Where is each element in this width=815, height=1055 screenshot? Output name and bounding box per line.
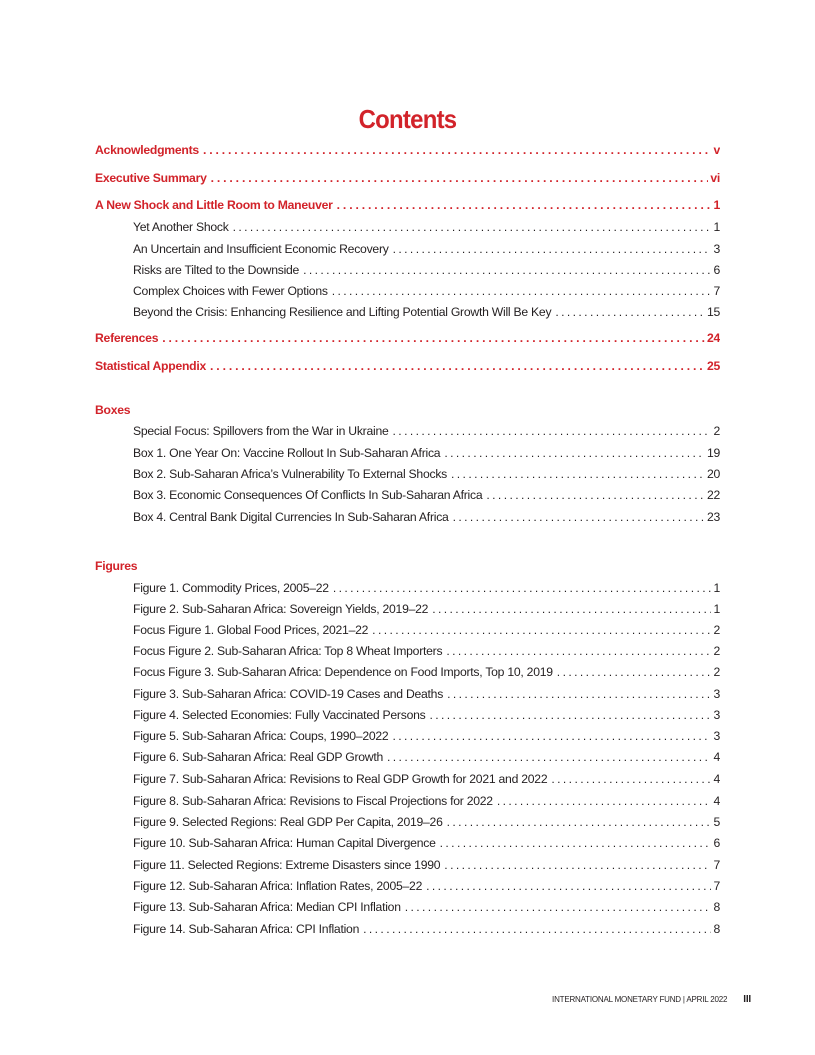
- figure-entry[interactable]: [133, 644, 720, 660]
- toc-entry-label: Focus Figure 1. Global Food Prices, 2021–22: [133, 623, 369, 637]
- dot-leader: [303, 263, 711, 277]
- toc-entry-label: Beyond the Crisis: Enhancing Resilience and Lifting Potential Growth Will Be Key: [133, 305, 552, 319]
- figures-heading: Figures: [95, 559, 138, 573]
- toc-entry-page: 19: [706, 446, 720, 460]
- toc-entry-label: Figure 4. Selected Economies: Fully Vaccinated Persons: [133, 708, 426, 722]
- toc-entry-page: 7: [713, 879, 720, 893]
- page-footer: [552, 994, 751, 1005]
- toc-entry-page: 1: [713, 220, 720, 234]
- toc-entry-page: 20: [706, 467, 720, 481]
- toc-subentry[interactable]: [133, 242, 720, 258]
- dot-leader: [337, 198, 712, 212]
- box-entry[interactable]: [133, 424, 720, 440]
- figure-entry[interactable]: [133, 815, 720, 831]
- figure-entry[interactable]: [133, 708, 720, 724]
- toc-entry-label: Figure 12. Sub-Saharan Africa: Inflation Rates, 2005–22: [133, 879, 423, 893]
- dot-leader: [363, 922, 711, 936]
- dot-leader: [451, 467, 705, 481]
- figure-entry[interactable]: [133, 922, 720, 938]
- figure-entry[interactable]: [133, 794, 720, 810]
- toc-entry-page: 23: [706, 510, 720, 524]
- toc-entry-label: References: [95, 331, 159, 345]
- toc-entry-page: 25: [706, 359, 720, 373]
- dot-leader: [447, 687, 711, 701]
- toc-entry-label: Figure 6. Sub-Saharan Africa: Real GDP Growth: [133, 750, 384, 764]
- dot-leader: [162, 331, 705, 345]
- toc-entry-label: Statistical Appendix: [95, 359, 207, 373]
- toc-entry-page: 4: [713, 772, 720, 786]
- toc-entry-page: 6: [713, 836, 720, 850]
- toc-entry-new-shock[interactable]: [95, 198, 720, 214]
- toc-entry-label: Figure 9. Selected Regions: Real GDP Per Capita, 2019–26: [133, 815, 443, 829]
- dot-leader: [333, 581, 712, 595]
- toc-entry-label: Figure 10. Sub-Saharan Africa: Human Capital Divergence: [133, 836, 436, 850]
- box-entry[interactable]: [133, 510, 720, 526]
- toc-entry-page: 1: [713, 198, 720, 212]
- figure-entry[interactable]: [133, 836, 720, 852]
- dot-leader: [432, 602, 711, 616]
- figure-entry[interactable]: [133, 581, 720, 597]
- figure-entry[interactable]: [133, 665, 720, 681]
- toc-entry-page: 4: [713, 794, 720, 808]
- dot-leader: [332, 284, 712, 298]
- toc-entry-page: 3: [713, 729, 720, 743]
- toc-entry-page: 1: [713, 581, 720, 595]
- dot-leader: [203, 143, 712, 157]
- toc-entry-label: Focus Figure 2. Sub-Saharan Africa: Top 8 Wheat Importers: [133, 644, 443, 658]
- dot-leader: [446, 644, 711, 658]
- toc-entry-label: Figure 2. Sub-Saharan Africa: Sovereign Yields, 2019–22: [133, 602, 429, 616]
- toc-entry-page: 2: [713, 623, 720, 637]
- dot-leader: [392, 729, 711, 743]
- page-title: Contents: [358, 104, 457, 134]
- toc-entry-label: Figure 1. Commodity Prices, 2005–22: [133, 581, 329, 595]
- toc-entry-label: Special Focus: Spillovers from the War in Ukraine: [133, 424, 389, 438]
- dot-leader: [440, 836, 712, 850]
- toc-entry-page: 2: [713, 644, 720, 658]
- toc-entry-label: Figure 8. Sub-Saharan Africa: Revisions to Fiscal Projections for 2022: [133, 794, 493, 808]
- toc-entry-references[interactable]: [95, 331, 720, 347]
- toc-entry-page: v: [713, 143, 720, 157]
- toc-subentry[interactable]: [133, 263, 720, 279]
- toc-subentry[interactable]: [133, 305, 720, 321]
- toc-entry-page: 3: [713, 242, 720, 256]
- toc-subentry[interactable]: [133, 284, 720, 300]
- dot-leader: [429, 708, 711, 722]
- dot-leader: [372, 623, 711, 637]
- toc-entry-label: Acknowledgments: [95, 143, 199, 157]
- toc-entry-label: Focus Figure 3. Sub-Saharan Africa: Dependence on Food Imports, Top 10, 2019: [133, 665, 553, 679]
- toc-entry-label: Figure 5. Sub-Saharan Africa: Coups, 1990–2022: [133, 729, 389, 743]
- toc-entry-label: Figure 7. Sub-Saharan Africa: Revisions to Real GDP Growth for 2021 and 2022: [133, 772, 548, 786]
- toc-entry-page: vi: [710, 171, 720, 185]
- dot-leader: [551, 772, 711, 786]
- box-entry[interactable]: [133, 467, 720, 483]
- toc-entry-page: 3: [713, 687, 720, 701]
- toc-entry-label: Box 1. One Year On: Vaccine Rollout In Sub-Saharan Africa: [133, 446, 441, 460]
- dot-leader: [211, 171, 709, 185]
- toc-entry-label: An Uncertain and Insufficient Economic Recovery: [133, 242, 389, 256]
- toc-entry-page: 8: [713, 922, 720, 936]
- dot-leader: [497, 794, 712, 808]
- dot-leader: [387, 750, 711, 764]
- toc-entry-statistical-appendix[interactable]: [95, 359, 720, 375]
- toc-entry-executive-summary[interactable]: [95, 171, 720, 187]
- figure-entry[interactable]: [133, 879, 720, 895]
- footer-page-number: III: [743, 994, 751, 1005]
- toc-entry-page: 8: [713, 900, 720, 914]
- dot-leader: [210, 359, 705, 373]
- toc-entry-page: 6: [713, 263, 720, 277]
- dot-leader: [393, 424, 712, 438]
- figure-entry[interactable]: [133, 772, 720, 788]
- footer-text: INTERNATIONAL MONETARY FUND | APRIL 2022: [552, 995, 728, 1004]
- toc-subentry[interactable]: [133, 220, 720, 236]
- toc-entry-page: 24: [706, 331, 720, 345]
- toc-entry-page: 15: [706, 305, 720, 319]
- figure-entry[interactable]: [133, 858, 720, 874]
- dot-leader: [444, 446, 705, 460]
- toc-entry-label: Executive Summary: [95, 171, 207, 185]
- toc-entry-page: 5: [713, 815, 720, 829]
- dot-leader: [405, 900, 712, 914]
- dot-leader: [233, 220, 712, 234]
- dot-leader: [486, 488, 705, 502]
- box-entry[interactable]: [133, 488, 720, 504]
- toc-entry-label: Figure 14. Sub-Saharan Africa: CPI Inflation: [133, 922, 360, 936]
- toc-entry-page: 22: [706, 488, 720, 502]
- toc-entry-page: 2: [713, 424, 720, 438]
- dot-leader: [447, 815, 712, 829]
- dot-leader: [557, 665, 712, 679]
- dot-leader: [393, 242, 712, 256]
- figure-entry[interactable]: [133, 687, 720, 703]
- figure-entry[interactable]: [133, 750, 720, 766]
- dot-leader: [453, 510, 705, 524]
- toc-entry-label: Box 2. Sub-Saharan Africa’s Vulnerability To External Shocks: [133, 467, 448, 481]
- toc-entry-label: Figure 3. Sub-Saharan Africa: COVID-19 Cases and Deaths: [133, 687, 444, 701]
- toc-entry-label: Yet Another Shock: [133, 220, 229, 234]
- toc-entry-label: Box 4. Central Bank Digital Currencies In Sub-Saharan Africa: [133, 510, 449, 524]
- dot-leader: [426, 879, 711, 893]
- dot-leader: [555, 305, 705, 319]
- toc-entry-page: 7: [713, 858, 720, 872]
- toc-entry-page: 4: [713, 750, 720, 764]
- toc-entry-page: 3: [713, 708, 720, 722]
- figure-entry[interactable]: [133, 602, 720, 618]
- toc-entry-page: 2: [713, 665, 720, 679]
- box-entry[interactable]: [133, 446, 720, 462]
- figure-entry[interactable]: [133, 900, 720, 916]
- toc-entry-label: Figure 11. Selected Regions: Extreme Disasters since 1990: [133, 858, 441, 872]
- toc-entry-label: A New Shock and Little Room to Maneuver: [95, 198, 333, 212]
- dot-leader: [444, 858, 711, 872]
- figure-entry[interactable]: [133, 623, 720, 639]
- toc-entry-page: 1: [713, 602, 720, 616]
- toc-entry-label: Figure 13. Sub-Saharan Africa: Median CPI Inflation: [133, 900, 401, 914]
- figure-entry[interactable]: [133, 729, 720, 745]
- toc-entry-acknowledgments[interactable]: [95, 143, 720, 159]
- toc-entry-label: Box 3. Economic Consequences Of Conflicts In Sub-Saharan Africa: [133, 488, 483, 502]
- toc-entry-label: Risks are Tilted to the Downside: [133, 263, 300, 277]
- boxes-heading: Boxes: [95, 403, 131, 417]
- toc-entry-page: 7: [713, 284, 720, 298]
- toc-entry-label: Complex Choices with Fewer Options: [133, 284, 328, 298]
